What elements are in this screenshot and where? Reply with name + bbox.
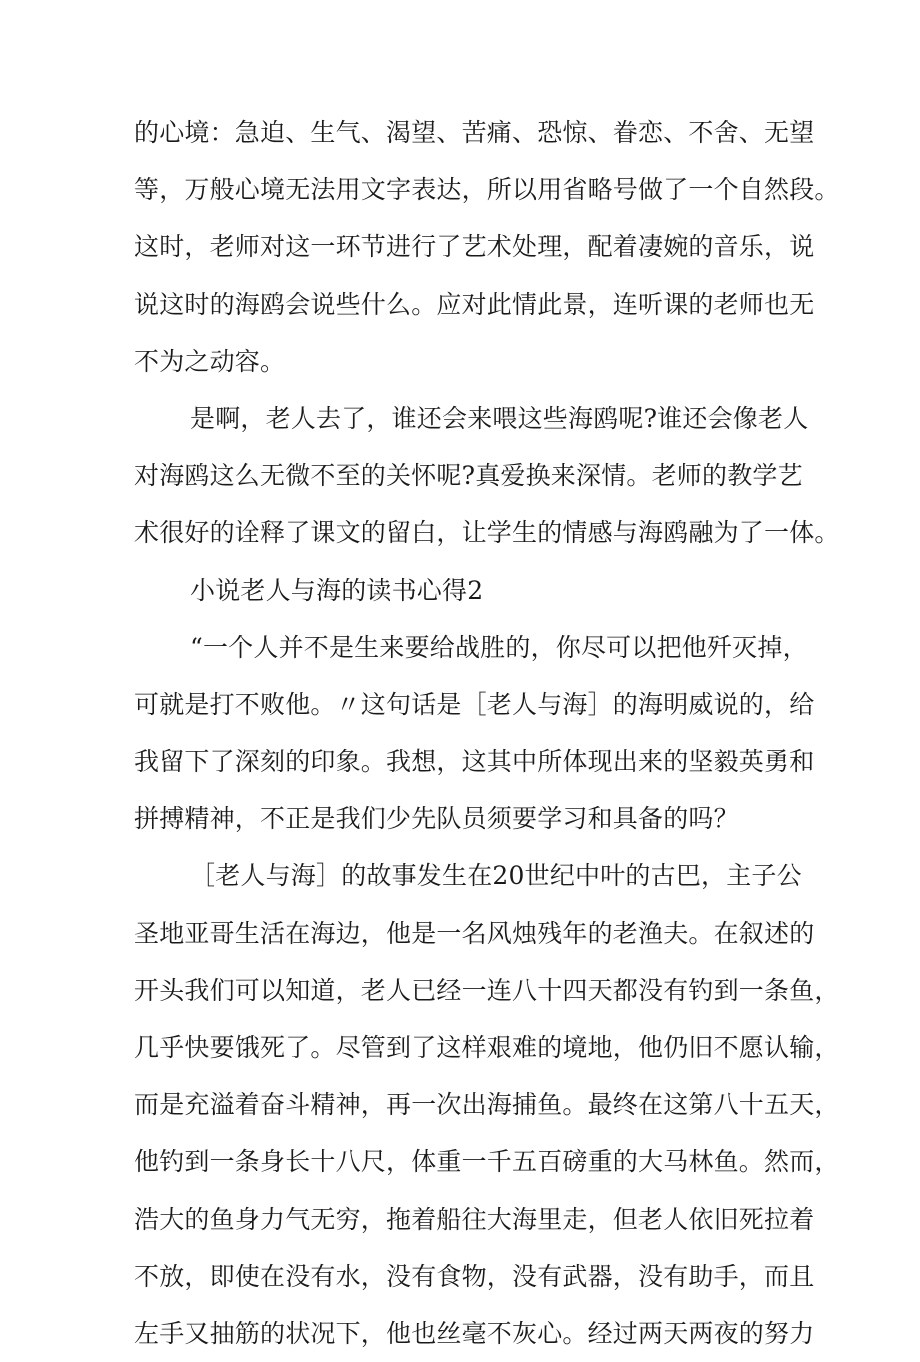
paragraph-line-12: 我留下了深刻的印象。我想，这其中所体现出来的坚毅英勇和 <box>134 747 815 777</box>
paragraph-line-1: 的心境：急迫、生气、渴望、苦痛、恐惊、眷恋、不舍、无望 <box>134 118 815 147</box>
paragraph-line-20: 浩大的鱼身力气无穷，拖着船往大海里走，但老人依旧死拉着 <box>134 1204 815 1234</box>
paragraph-line-22: 左手又抽筋的状况下，他也丝毫不灰心。经过两天两夜的努力 <box>134 1318 815 1348</box>
section-heading: 小说老人与海的读书心得2 <box>190 575 484 605</box>
paragraph-line-5: 不为之动容。 <box>134 346 286 376</box>
paragraph-line-16: 开头我们可以知道，老人已经一连八十四天都没有钓到一条鱼， <box>134 975 840 1005</box>
document-body <box>134 104 840 1362</box>
paragraph-line-17: 几乎快要饿死了。尽管到了这样艰难的境地，他仍旧不愿认输， <box>134 1033 840 1062</box>
paragraph-line-21: 不放，即使在没有水，没有食物，没有武器，没有助手，而且 <box>134 1261 815 1291</box>
paragraph-line-4: 说这时的海鸥会说些什么。应对此情此景，连听课的老师也无 <box>134 289 815 319</box>
paragraph-line-14: ［老人与海］的故事发生在20世纪中叶的古巴，主子公 <box>190 861 802 891</box>
paragraph-line-7: 对海鸥这么无微不至的关怀呢?真爱换来深情。老师的教学艺 <box>134 461 803 491</box>
paragraph-line-15: 圣地亚哥生活在海边，他是一名风烛残年的老渔夫。在叙述的 <box>134 918 815 948</box>
paragraph-line-11: 可就是打不败他。〃这句话是［老人与海］的海明威说的，给 <box>134 689 815 719</box>
paragraph-line-19: 他钓到一条身长十八尺，体重一千五百磅重的大马林鱼。然而， <box>134 1147 840 1177</box>
paragraph-line-3: 这时，老师对这一环节进行了艺术处理，配着凄婉的音乐，说 <box>134 232 815 262</box>
paragraph-line-6: 是啊，老人去了，谁还会来喂这些海鸥呢?谁还会像老人 <box>190 403 809 433</box>
paragraph-line-8: 术很好的诠释了课文的留白，让学生的情感与海鸥融为了一体。 <box>134 518 840 548</box>
paragraph-line-18: 而是充溢着奋斗精神，再一次出海捕鱼。最终在这第八十五天， <box>134 1090 840 1120</box>
paragraph-line-2: 等，万般心境无法用文字表达，所以用省略号做了一个自然段。 <box>134 175 840 205</box>
paragraph-line-13: 拼搏精神，不正是我们少先队员须要学习和具备的吗？ <box>134 804 739 834</box>
paragraph-line-10: “一个人并不是生来要给战胜的，你尽可以把他歼灭掉， <box>190 632 808 662</box>
